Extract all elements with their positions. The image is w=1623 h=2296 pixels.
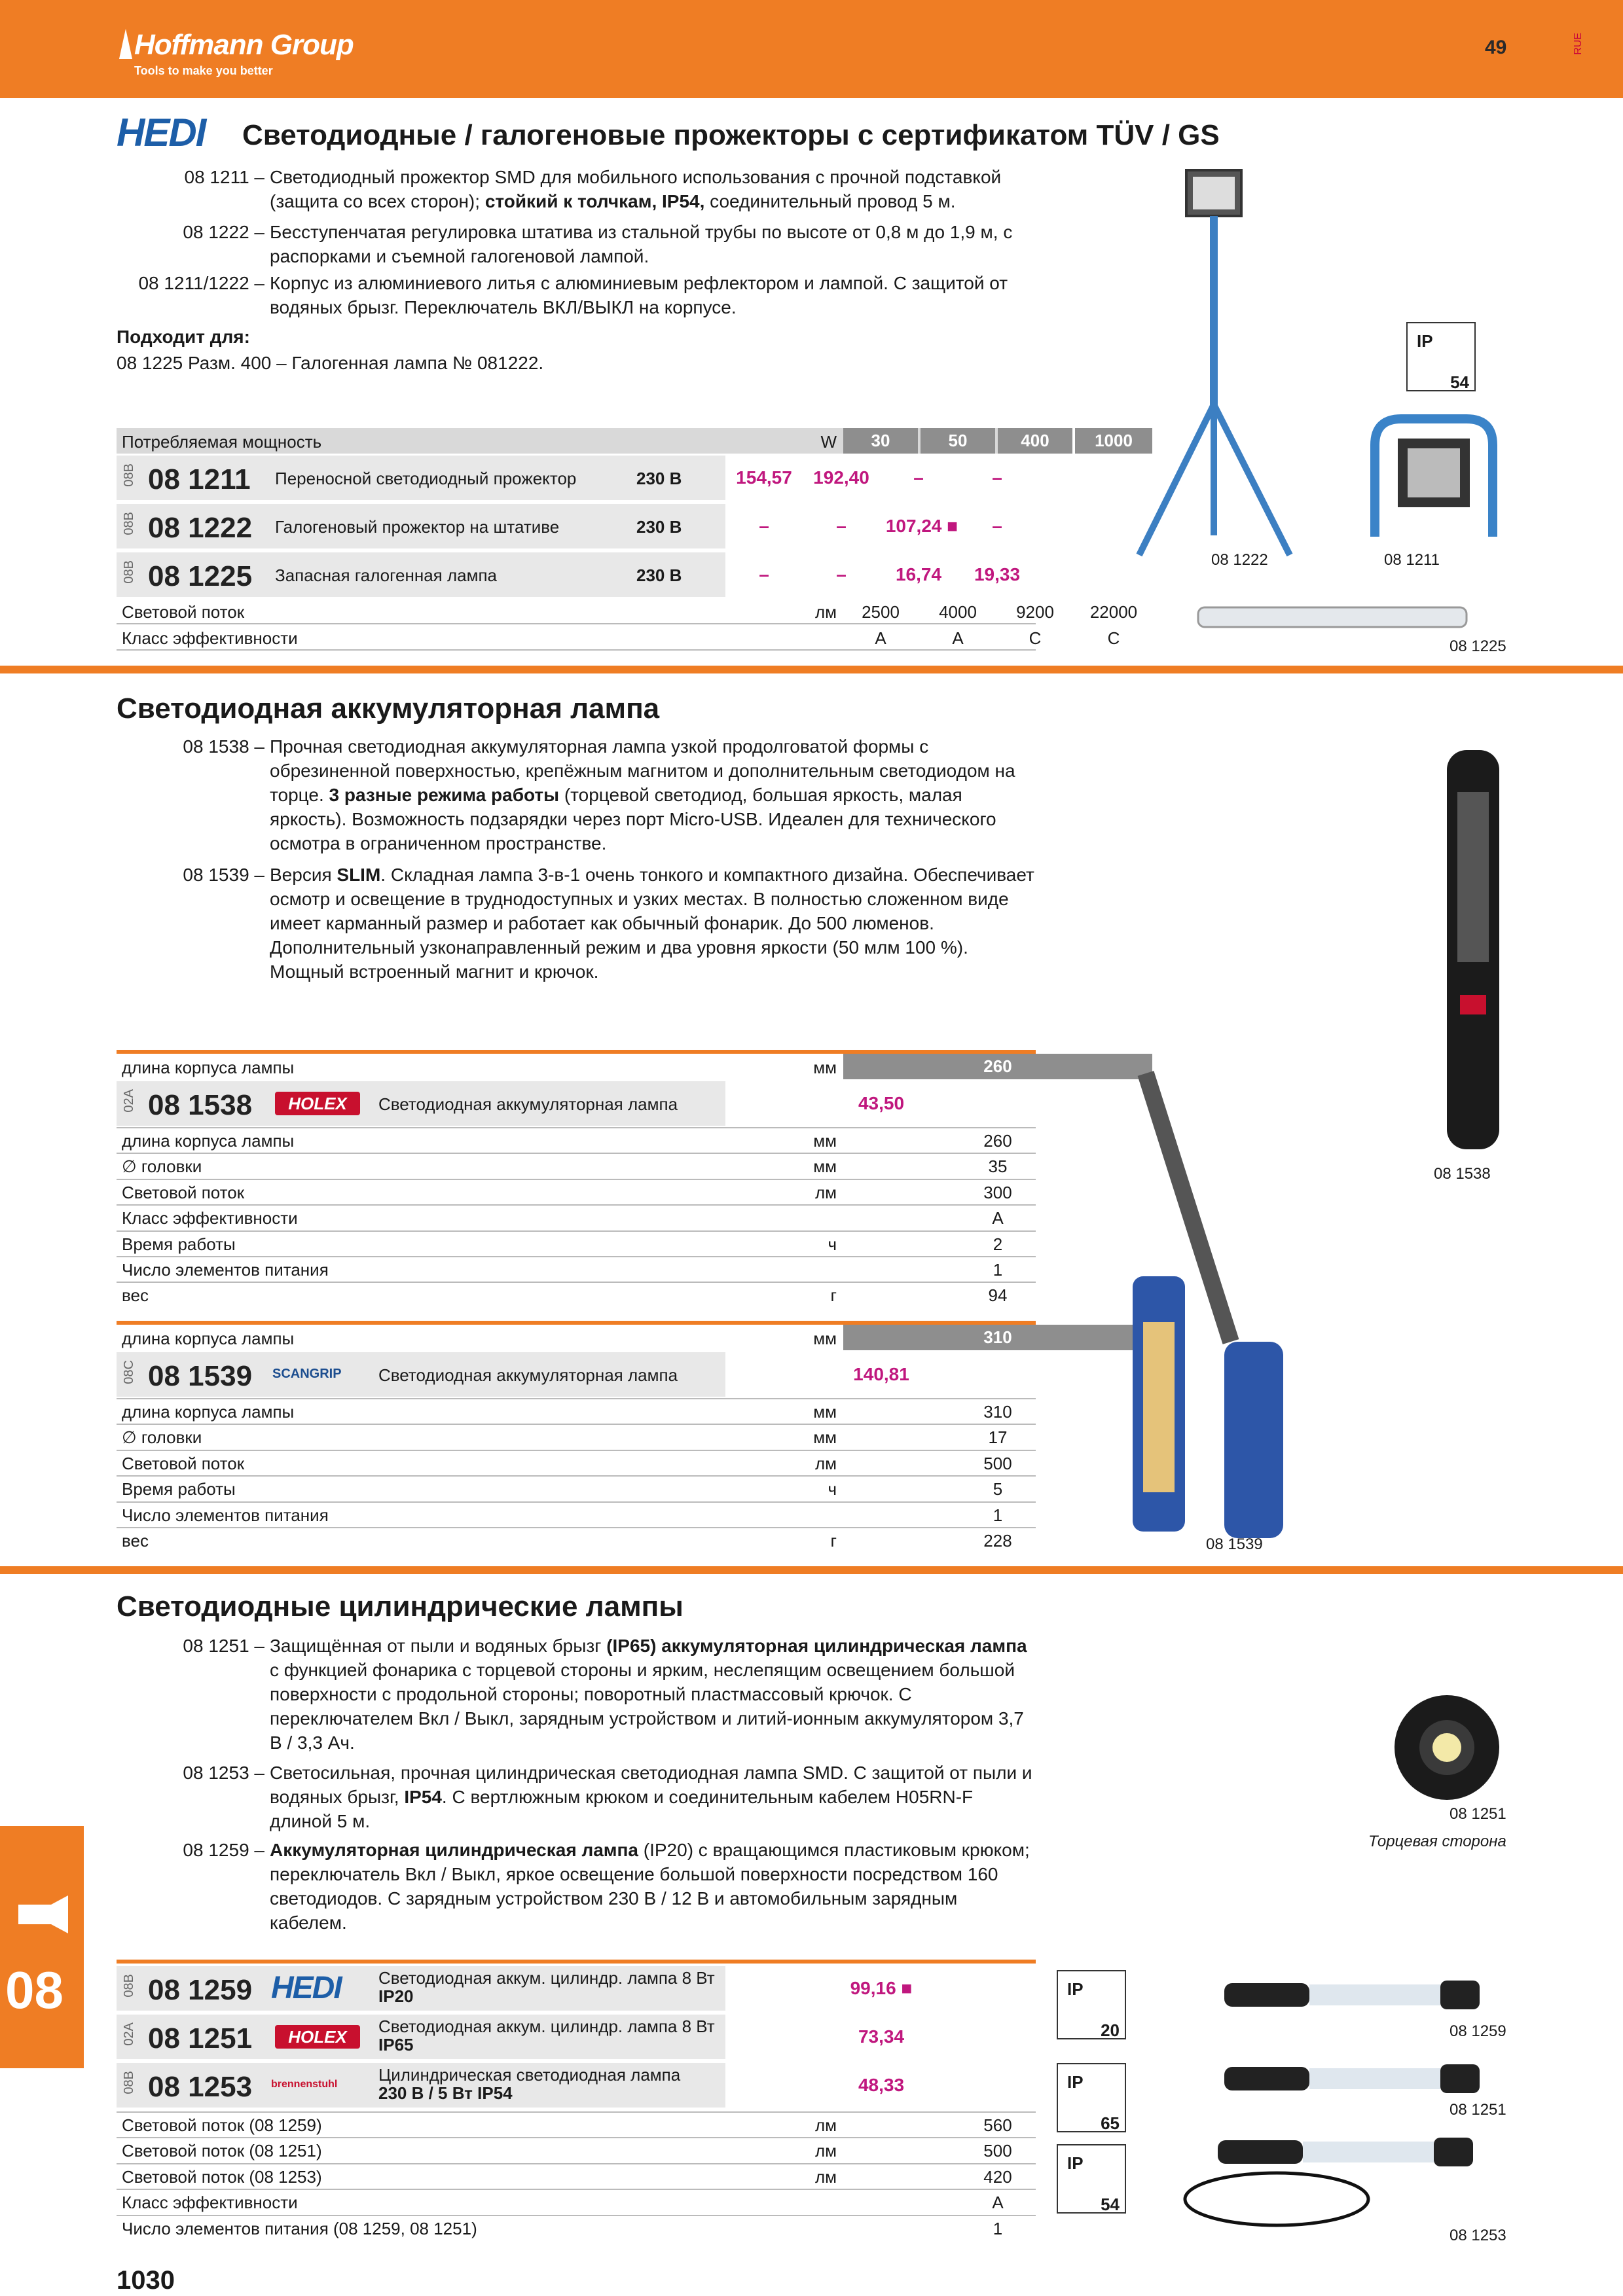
led-floodlight-image xyxy=(1362,406,1506,543)
table-top-rule xyxy=(117,1960,1036,1964)
cylinder-lamp-081253-image xyxy=(1172,2127,1499,2238)
length-header-row: длина корпуса лампы мм 260 xyxy=(117,1054,1036,1079)
spec-label: ∅ головки xyxy=(122,1427,202,1448)
section3-item: 08 1253 – Светосильная, прочная цилиндрическая светодиодная лампа SMD. С защитой от пыли и водяных брызг, IP54. С вертлюжным крюком и соединительным кабелем H05RN-F длиной 5 м. xyxy=(183,1763,1032,1831)
row-divider xyxy=(117,1153,1036,1154)
section2-item: 08 1538 – Прочная светодиодная аккумуляторная лампа узкой продолговатой формы с обрезиненной поверхностью, крепёжным магнитом и дополнительным светодиодом на торце. 3 разные режима работы (торцевой светодиод, большая яркость, малая яркость). Возможность подзарядки через порт Micro-USB. Идеален для технического осмотра в ограниченном пространстве. xyxy=(183,736,1015,853)
foldable-lamp-image xyxy=(1106,1060,1381,1545)
chapter-side-tab xyxy=(0,1826,84,2068)
group-code: 02A xyxy=(122,2022,136,2046)
section1-item: 08 1222 – Бесступенчатая регулировка штатива из стальной трубы по высоте от 0,8 м до 1,9 м, с распорками и съемной галогеновой лампой. xyxy=(183,222,1013,266)
ip20-badge: IP 20 xyxy=(1057,1970,1126,2039)
section3-title: Светодиодные цилиндрические лампы xyxy=(117,1590,684,1623)
spec-value: 560 xyxy=(983,2115,1012,2135)
chapter-number: 08 xyxy=(5,1961,64,2019)
price-cell xyxy=(727,2015,1036,2059)
row-divider xyxy=(117,1450,1036,1451)
row-divider xyxy=(117,2137,1036,2138)
cylinder-lamp-end-view-image xyxy=(1388,1689,1512,1806)
spec-value: 228 xyxy=(983,1531,1012,1551)
spec-row xyxy=(117,1501,1036,1527)
section1-item: 08 1211/1222 – Корпус из алюминиевого литья с алюминиевым рефлектором и лампой. С защитой от водяных брызг. Переключатель ВКЛ/ВЫКЛ на корпусе. xyxy=(138,273,1008,317)
power-header-row: Потребляемая мощность W 30 50 400 1000 xyxy=(117,428,1036,454)
ip65-badge: IP 65 xyxy=(1057,2063,1126,2132)
spec-value: 300 xyxy=(983,1182,1012,1202)
row-divider xyxy=(117,2111,1036,2113)
spec-value: A xyxy=(992,1208,1004,1229)
spec-row xyxy=(117,1424,1036,1449)
spec-label: Световой поток (08 1251) xyxy=(122,2141,322,2161)
product-row-081539[interactable]: 08C 08 1539 SCANGRIP Светодиодная аккумуляторная лампа xyxy=(117,1352,725,1397)
row-divider xyxy=(117,2189,1036,2190)
spec-unit: мм xyxy=(813,1157,837,1177)
caption-081251: 08 1251 xyxy=(1450,2101,1506,2119)
product-desc: Цилиндрическая светодиодная лампа 230 В / 5 Вт IP54 xyxy=(378,2065,681,2103)
spec-value: 310 xyxy=(983,1402,1012,1422)
spec-unit: г xyxy=(830,1285,837,1306)
language-code: RUE xyxy=(1573,33,1584,55)
spec-unit: мм xyxy=(813,1402,837,1422)
spec-row xyxy=(117,1398,1036,1424)
caption-081225: 08 1225 xyxy=(1450,637,1506,655)
price: 73,34 xyxy=(858,2026,905,2047)
product-row-081222[interactable]: 08B 08 1222 Галогеновый прожектор на штативе 230 В xyxy=(117,504,725,548)
spec-label: Класс эффективности xyxy=(122,2193,298,2213)
spec-unit: мм xyxy=(813,1427,837,1448)
spec-row xyxy=(117,1230,1036,1256)
spec-value: 500 xyxy=(983,1453,1012,1473)
row-divider xyxy=(117,1256,1036,1257)
cylinder-lamp-081259-image xyxy=(1218,1971,1493,2017)
row-divider xyxy=(117,1127,1036,1128)
holex-logo: HOLEX xyxy=(275,2025,360,2049)
spec-row xyxy=(117,2189,1036,2214)
spec-unit: мм xyxy=(813,1131,837,1151)
fits-label: Подходит для: xyxy=(117,327,250,347)
caption-081538: 08 1538 xyxy=(1434,1165,1491,1183)
caption-081222: 08 1222 xyxy=(1211,551,1268,569)
scangrip-logo: SCANGRIP xyxy=(272,1367,342,1381)
product-row-081211[interactable]: 08B 08 1211 Переносной светодиодный прожектор 230 В xyxy=(117,456,725,500)
spec-value: 17 xyxy=(988,1427,1008,1448)
caption-081211: 08 1211 xyxy=(1384,551,1440,569)
section2-item: 08 1539 – Версия SLIM. Складная лампа 3-в-1 очень тонкого и компактного дизайна. Обеспечивает осмотр и освещение в труднодоступных и узких местах. В полностью сложенном виде имеет карманный размер и работает как обычный фонарик. До 500 люменов. Дополнительный узконаправленный режим и два уровня яркости (50 млм 100 %). Мощный встроенный магнит и крючок. xyxy=(183,865,1034,982)
table-divider xyxy=(117,649,1036,651)
spec-unit: лм xyxy=(814,1182,837,1202)
spec-value: A xyxy=(992,2193,1004,2213)
caption-end-side: Торцевая сторона xyxy=(1368,1833,1506,1850)
work-light-icon xyxy=(12,1885,71,1944)
spec-label: Число элементов питания (08 1259, 08 1251) xyxy=(122,2218,477,2238)
price-081538: 43,50 xyxy=(858,1093,905,1113)
spec-unit: лм xyxy=(814,2166,837,2187)
spec-row xyxy=(117,1153,1036,1178)
brand-logo: Hoffmann Group xyxy=(134,29,354,61)
spec-value: 94 xyxy=(988,1285,1008,1306)
spec-unit: лм xyxy=(814,2115,837,2135)
section1-item: 08 1211 – Светодиодный прожектор SMD для мобильного использования с прочной подставкой (защита со всех сторон); стойкий к толчкам, IP54, соединительный провод 5 м. xyxy=(184,167,1002,211)
spec-value: 2 xyxy=(993,1234,1003,1254)
row-divider xyxy=(117,1282,1036,1283)
product-row[interactable] xyxy=(117,2063,725,2108)
spec-row xyxy=(117,1450,1036,1475)
spec-row xyxy=(117,2137,1036,2162)
product-desc: Светодиодная аккум. цилиндр. лампа 8 Вт IP20 xyxy=(378,1968,715,2006)
row-divider xyxy=(117,1527,1036,1528)
price: 99,16 ■ xyxy=(850,1978,913,1998)
section1-title: Светодиодные / галогеновые прожекторы с сертификатом TÜV / GS xyxy=(242,119,1220,151)
spec-row xyxy=(117,1475,1036,1501)
spec-label: Световой поток xyxy=(122,1453,245,1473)
spec-unit: лм xyxy=(814,2141,837,2161)
spec-value: 1 xyxy=(993,2218,1003,2238)
price-row-081222: – – 107,24 ■ – xyxy=(759,516,1002,536)
product-row[interactable] xyxy=(117,1966,725,2011)
row-divider xyxy=(117,1204,1036,1206)
product-row-081538[interactable]: 02A 08 1538 HOLEX Светодиодная аккумуляторная лампа xyxy=(117,1081,725,1126)
slim-inspection-lamp-image xyxy=(1434,746,1512,1152)
row-divider xyxy=(117,1179,1036,1180)
product-desc: Светодиодная аккум. цилиндр. лампа 8 Вт IP65 xyxy=(378,2017,715,2054)
section2-title: Светодиодная аккумуляторная лампа xyxy=(117,692,660,725)
spec-value: 500 xyxy=(983,2141,1012,2161)
spec-label: длина корпуса лампы xyxy=(122,1131,295,1151)
price-row-081211: 154,57 192,40 – – xyxy=(736,467,1002,488)
brand-tagline: Tools to make you better xyxy=(134,64,273,77)
row-divider xyxy=(117,2163,1036,2164)
section-separator xyxy=(0,666,1623,673)
spec-label: Световой поток (08 1259) xyxy=(122,2115,322,2135)
spec-value: 5 xyxy=(993,1479,1003,1499)
ip54-badge: IP 54 xyxy=(1057,2144,1126,2214)
page-number: 49 xyxy=(1485,37,1507,58)
caption-081259: 08 1259 xyxy=(1450,2022,1506,2040)
spec-value: 1 xyxy=(993,1505,1003,1525)
holex-logo: HOLEX xyxy=(275,1092,360,1115)
spec-row xyxy=(117,1256,1036,1282)
spec-row xyxy=(117,1204,1036,1230)
spec-label: Время работы xyxy=(122,1479,236,1499)
tripod-floodlight-image xyxy=(1061,162,1316,568)
hoffmann-logo-icon xyxy=(117,26,135,60)
spec-row xyxy=(117,1527,1036,1552)
row-divider xyxy=(117,1501,1036,1503)
price-cell xyxy=(727,1966,1036,2011)
price-row-081225: – – 16,74 19,33 xyxy=(759,564,1021,584)
spec-value: 35 xyxy=(988,1157,1008,1177)
spec-label: Класс эффективности xyxy=(122,1208,298,1229)
spec-row xyxy=(117,1282,1036,1307)
caption-081251-end: 08 1251 xyxy=(1450,1805,1506,1823)
hedi-brand-logo: HEDI xyxy=(117,111,206,154)
ip54-badge: IP 54 xyxy=(1406,322,1476,391)
table-divider xyxy=(117,623,1036,624)
row-divider xyxy=(117,1398,1036,1399)
cylinder-lamp-081251-image xyxy=(1218,2055,1493,2101)
group-code: 08B xyxy=(122,1974,136,1998)
spec-label: длина корпуса лампы xyxy=(122,1402,295,1422)
efficiency-row: Класс эффективности A A C C xyxy=(122,628,1120,648)
spec-label: Время работы xyxy=(122,1234,236,1254)
spec-row xyxy=(117,2163,1036,2189)
spec-value: 1 xyxy=(993,1260,1003,1280)
price: 48,33 xyxy=(858,2075,905,2095)
section-separator xyxy=(0,1566,1623,1574)
product-row[interactable] xyxy=(117,2015,725,2059)
spec-unit: ч xyxy=(828,1479,837,1499)
spec-label: вес xyxy=(122,1531,149,1551)
price-081539: 140,81 xyxy=(853,1364,909,1384)
section3-item: 08 1259 – Аккумуляторная цилиндрическая лампа (IP20) с вращающимся пластиковым крюком; переключатель Вкл / Выкл, яркое освещение большой поверхности посредством 160 светодиодов. С зарядным устройством 230 В / 12 В и автомобильным зарядным кабелем. xyxy=(183,1840,1030,1933)
spec-label: Число элементов питания xyxy=(122,1260,329,1280)
caption-081253: 08 1253 xyxy=(1450,2227,1506,2244)
spec-unit: ч xyxy=(828,1234,837,1254)
group-code: 08B xyxy=(122,2071,136,2094)
product-row-081225[interactable]: 08B 08 1225 Запасная галогенная лампа 230 В xyxy=(117,552,725,597)
length-header-row: длина корпуса лампы мм 310 xyxy=(117,1325,1036,1350)
spec-unit: г xyxy=(830,1531,837,1551)
spec-row xyxy=(117,1179,1036,1204)
spec-label: Световой поток (08 1253) xyxy=(122,2166,322,2187)
spec-label: Световой поток xyxy=(122,1182,245,1202)
product-number: 08 1251 xyxy=(148,2022,253,2054)
flux-row: Световой поток лм 2500 4000 9200 22000 xyxy=(122,602,1138,622)
spec-row xyxy=(117,2215,1036,2240)
product-number: 08 1259 xyxy=(148,1974,253,2006)
halogen-tube-image xyxy=(1192,601,1473,634)
spec-row xyxy=(117,2111,1036,2137)
spec-value: 420 xyxy=(983,2166,1012,2187)
product-number: 08 1253 xyxy=(148,2071,253,2103)
hedi-logo: HEDI xyxy=(271,1971,341,2005)
row-divider xyxy=(117,2215,1036,2216)
spec-row xyxy=(117,1127,1036,1153)
section3-item: 08 1251 – Защищённая от пыли и водяных брызг (IP65) аккумуляторная цилиндрическая лампа с функцией фонарика с торцевой стороны и ярким, неслепящим освещением большой поверхности с продольной стороны; поворотный пластмассовый крючок. С переключателем Вкл / Выкл, зарядным устройством и литий-ионным аккумулятором 3,7 В / 3,3 Ач. xyxy=(183,1636,1027,1753)
fits-text: 08 1225 Разм. 400 – Галогенная лампа № 081222. xyxy=(117,353,544,373)
brennenstuhl-logo: brennenstuhl xyxy=(271,2079,338,2090)
row-divider xyxy=(117,1424,1036,1425)
footer-page-number: 1030 xyxy=(117,2266,175,2295)
row-divider xyxy=(117,1475,1036,1477)
spec-value: 260 xyxy=(983,1131,1012,1151)
spec-label: ∅ головки xyxy=(122,1157,202,1177)
spec-label: вес xyxy=(122,1285,149,1306)
caption-081539: 08 1539 xyxy=(1206,1535,1263,1553)
spec-label: Число элементов питания xyxy=(122,1505,329,1525)
row-divider xyxy=(117,1230,1036,1232)
spec-unit: лм xyxy=(814,1453,837,1473)
price-cell xyxy=(727,2063,1036,2108)
